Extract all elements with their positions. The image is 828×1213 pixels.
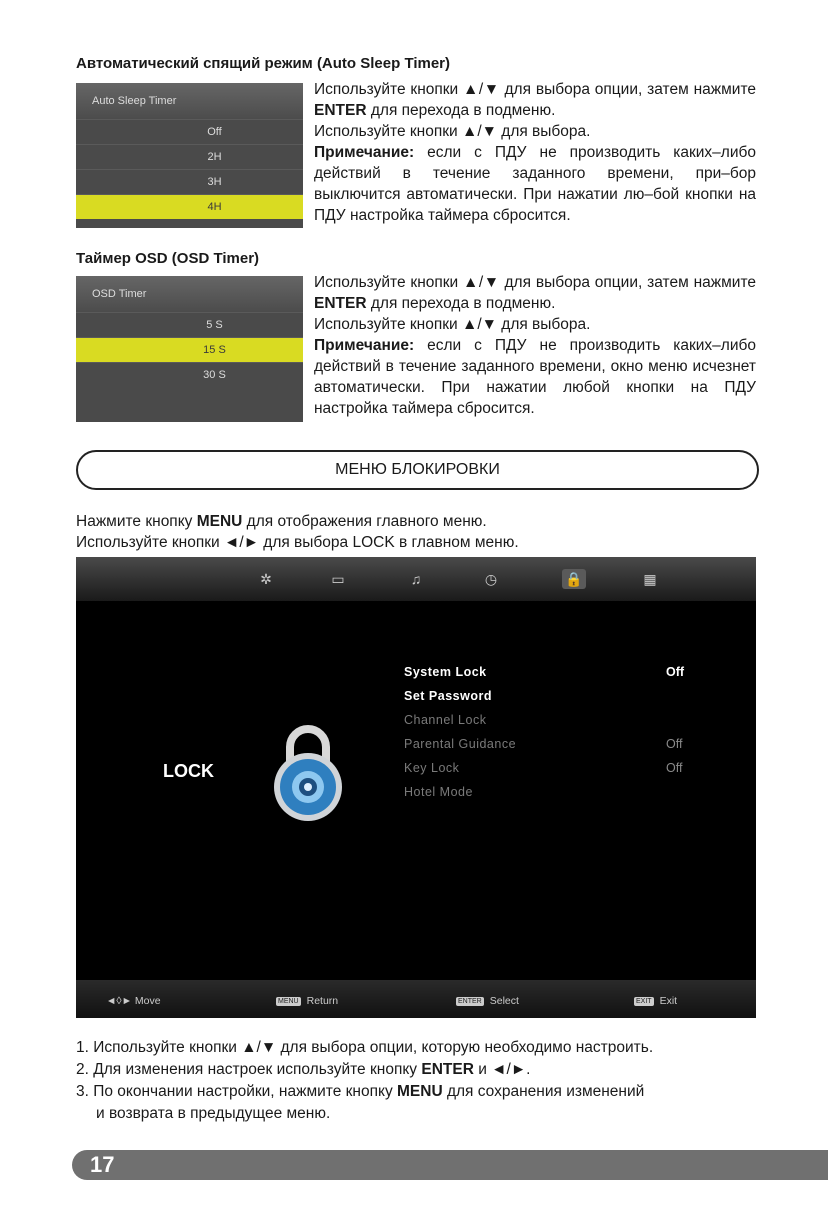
picture-icon: ▭ xyxy=(331,571,345,587)
sleep-option: 3H xyxy=(76,169,303,194)
osd-menu-title: OSD Timer xyxy=(76,276,303,312)
osd-heading: Таймер OSD (OSD Timer) xyxy=(76,250,260,267)
osd-option: 5 S xyxy=(76,312,303,337)
menu-item-channel-lock[interactable]: Channel Lock xyxy=(404,713,487,727)
instruction-steps xyxy=(76,1037,766,1125)
menu-value-key-lock: Off xyxy=(666,761,683,775)
step-3-cont: и возврата в предыдущее меню. xyxy=(96,1105,331,1122)
tv-hint-bar xyxy=(76,980,756,1018)
osd-text: Используйте кнопки ▲/▼ для выбора опции, затем нажмите ENTER для перехода в подменю. Используйте кнопки ▲/▼ для выбора. Примечание: если с ПДУ не производить каких–либо действий в течение заданного времени, окно меню исчезнет автоматически. При нажатии любой кнопки на ПДУ настройка таймера сбросится. xyxy=(314,274,756,417)
osd-option: 30 S xyxy=(76,362,303,387)
page-footer xyxy=(72,1150,828,1180)
menu-item-hotel-mode[interactable]: Hotel Mode xyxy=(404,785,473,799)
osd-option-selected: 15 S xyxy=(76,337,303,362)
menu-item-system-lock[interactable]: System Lock xyxy=(404,665,487,679)
lock-icon: 🔒 xyxy=(562,569,586,589)
menu-item-key-lock[interactable]: Key Lock xyxy=(404,761,460,775)
menu-value-system-lock: Off xyxy=(666,665,685,679)
hint-return: MENU Return xyxy=(278,995,339,1007)
tv-tab-bar xyxy=(76,557,756,601)
combination-lock-icon xyxy=(268,717,348,827)
grid-icon: ▦ xyxy=(643,571,657,587)
sleep-option: Off xyxy=(76,119,303,144)
osd-menu-image xyxy=(76,276,303,422)
hint-exit: EXIT Exit xyxy=(636,995,678,1007)
hint-move: ◄◊► Move xyxy=(106,995,161,1007)
clock-icon: ◷ xyxy=(484,571,498,587)
intro-text: Нажмите кнопку MENU для отображения главного меню. Используйте кнопки ◄/► для выбора LOCK в главном меню. xyxy=(76,513,519,551)
step-3: 3. По окончании настройки, нажмите кнопку MENU для сохранения изменений xyxy=(76,1083,645,1100)
page-number: 17 xyxy=(90,1152,115,1177)
sleep-text: Используйте кнопки ▲/▼ для выбора опции, затем нажмите ENTER для перехода в подменю. Используйте кнопки ▲/▼ для выбора. Примечание: если с ПДУ не производить каких–либо действий в течение заданного времени, при–бор выключится автоматически. При нажатии лю–бой кнопки на ПДУ настройка таймера сбросится. xyxy=(314,81,756,224)
step-2: 2. Для изменения настроек используйте кнопку ENTER и ◄/►. xyxy=(76,1061,531,1078)
sleep-menu-title: Auto Sleep Timer xyxy=(76,83,303,119)
section-title: МЕНЮ БЛОКИРОВКИ xyxy=(76,450,759,490)
sleep-option: 2H xyxy=(76,144,303,169)
gear-icon: ✲ xyxy=(260,571,272,587)
move-arrows-icon: ◄◊► xyxy=(106,995,132,1007)
menu-value-parental-guidance: Off xyxy=(666,737,683,751)
music-icon: ♫ xyxy=(410,571,422,587)
tv-section-label: LOCK xyxy=(163,761,214,781)
step-1: 1. Используйте кнопки ▲/▼ для выбора опции, которую необходимо настроить. xyxy=(76,1039,654,1056)
hint-select: ENTER Select xyxy=(458,995,519,1007)
tv-menu-screenshot xyxy=(76,557,756,1018)
menu-item-parental-guidance[interactable]: Parental Guidance xyxy=(404,737,517,751)
menu-item-set-password[interactable]: Set Password xyxy=(404,689,492,703)
sleep-heading: Автоматический спящий режим (Auto Sleep Timer) xyxy=(76,55,451,72)
sleep-option-selected: 4H xyxy=(76,194,303,219)
sleep-menu-image xyxy=(76,83,303,228)
